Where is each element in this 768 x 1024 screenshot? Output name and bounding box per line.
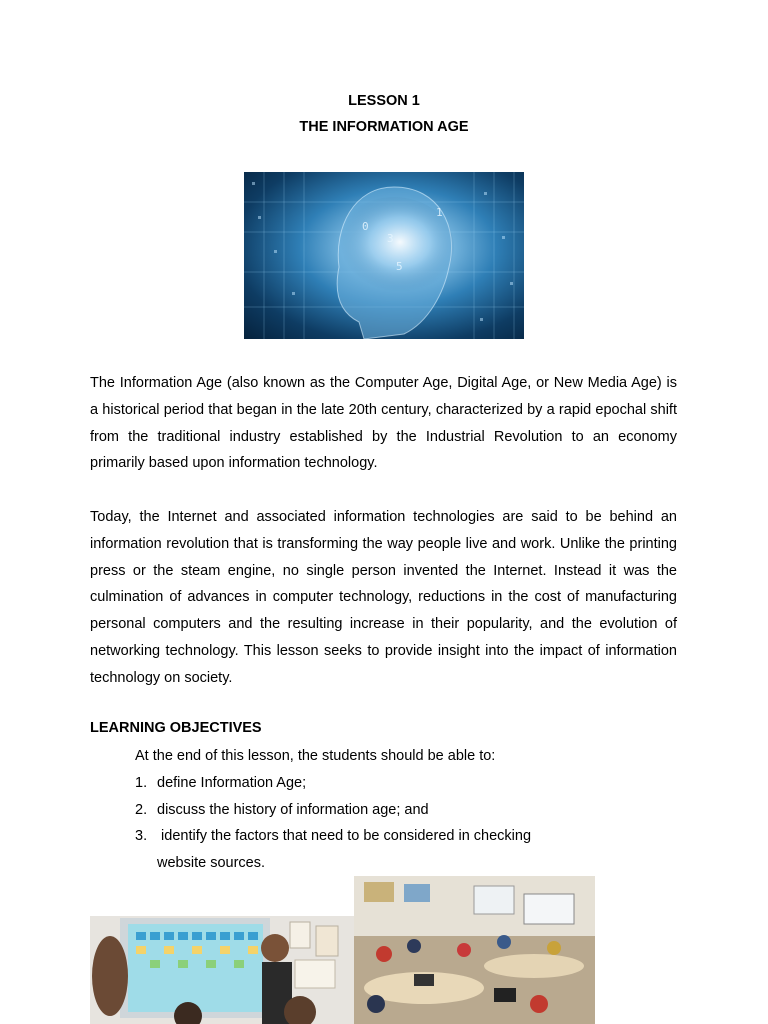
body-paragraph: Today, the Internet and associated information technologies are said to be behind an information revolution that is transforming the way people live and work. Unlike the printing press or the steam engine, no single person invented the Internet. Instead it was the culmination of advances in computer technology, reductions in the cost of manufacturing personal computers and the resulting increase in their popularity, and the evolution of networking technology. This lesson seeks to provide insight into the impact of information technology on society. [90, 509, 677, 686]
objectives-heading: LEARNING OBJECTIVES [90, 720, 262, 736]
hero-glyph: 3 [387, 232, 394, 245]
objective-text: identify the factors that need to be considered in checking [157, 828, 532, 844]
classroom-students-photo [354, 876, 595, 1024]
objective-item [135, 775, 306, 791]
objective-item [135, 802, 429, 818]
objective-text: define Information Age; [157, 775, 307, 791]
objective-number: 1. [135, 775, 148, 791]
whiteboard-scene [90, 916, 354, 1024]
hero-glyph: 5 [396, 260, 403, 273]
digital-head-illustration [244, 172, 524, 339]
classroom-whiteboard-photo [90, 916, 354, 1024]
hero-glyph: 0 [362, 220, 369, 233]
students-classroom-scene [354, 876, 595, 1024]
lesson-title: THE INFORMATION AGE [299, 119, 469, 135]
hero-image-digital-head [244, 172, 524, 339]
objective-item-continuation: website sources. [157, 855, 265, 871]
objectives-intro: At the end of this lesson, the students should be able to: [135, 748, 496, 764]
objective-item [135, 828, 531, 844]
hero-glyph: 1 [436, 206, 443, 219]
intro-paragraph: The Information Age (also known as the Computer Age, Digital Age, or New Media Age) is a historical period that began in the late 20th century, characterized by a rapid epochal shift from the traditional industry established by the Industrial Revolution to an economy primarily based upon information technology. [90, 375, 677, 472]
objective-number: 3. [135, 828, 148, 844]
objective-number: 2. [135, 802, 148, 818]
lesson-number: LESSON 1 [348, 93, 420, 109]
objective-text: discuss the history of information age; and [157, 802, 429, 818]
